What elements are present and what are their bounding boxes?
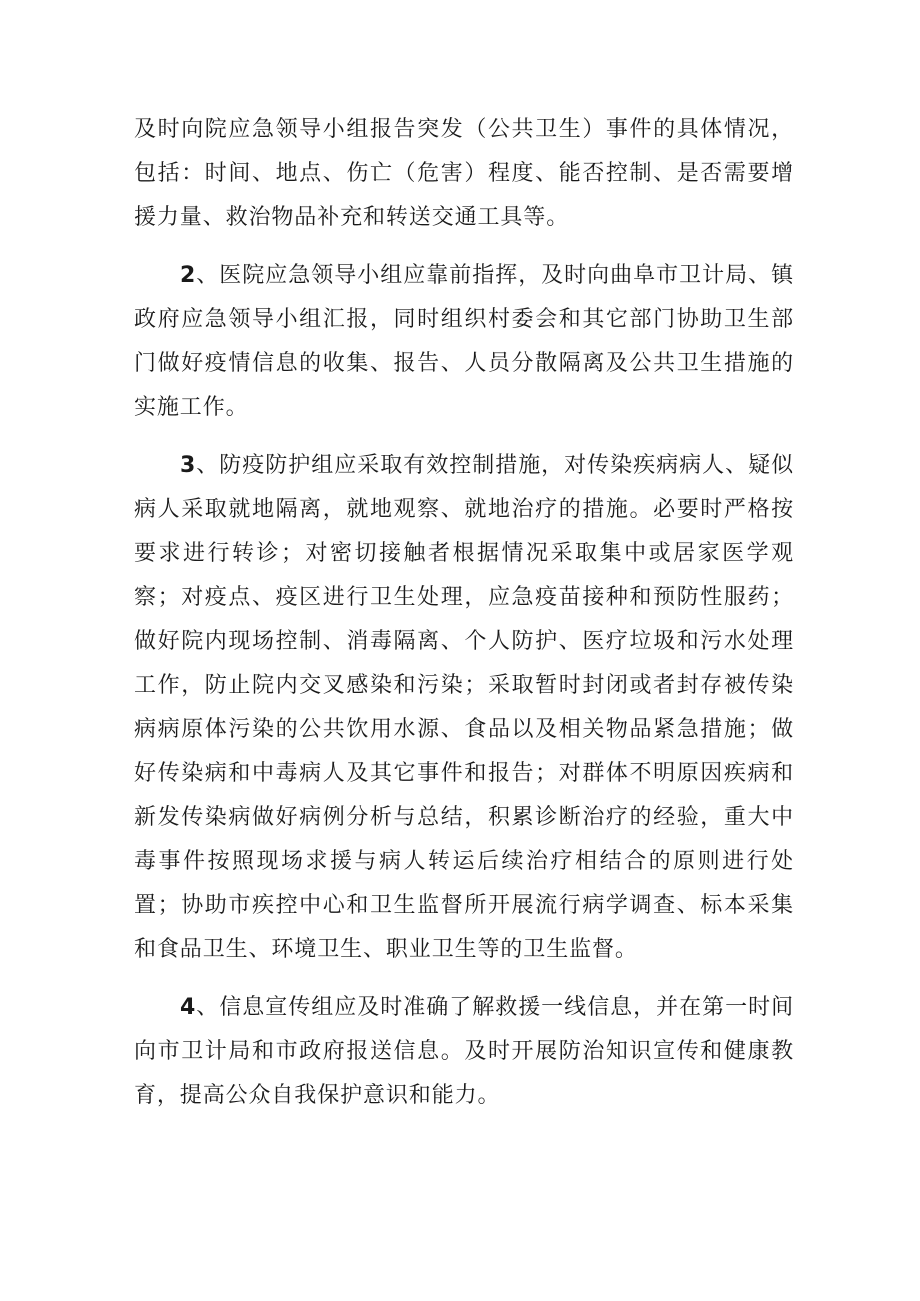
document-body <box>134 108 794 1118</box>
paragraph-number: 3 <box>180 453 197 478</box>
paragraph-number: 2 <box>180 263 197 288</box>
paragraph-text: 、信息宣传组应及时准确了解救援一线信息，并在第一时间向市卫计局和市政府报送信息。及时开展防治知识宣传和健康教育，提高公众自我保护意识和能力。 <box>134 995 794 1108</box>
paragraph-item-4 <box>134 986 794 1118</box>
paragraph-text: 及时向院应急领导小组报告突发（公共卫生）事件的具体情况，包括：时间、地点、伤亡（危害）程度、能否控制、是否需要增援力量、救治物品补充和转送交通工具等。 <box>134 117 794 230</box>
paragraph-text: 、防疫防护组应采取有效控制措施，对传染疾病病人、疑似病人采取就地隔离，就地观察、就地治疗的措施。必要时严格按要求进行转诊；对密切接触者根据情况采取集中或居家医学观察；对疫点、疫区进行卫生处理，应急疫苗接种和预防性服药；做好院内现场控制、消毒隔离、个人防护、医疗垃圾和污水处理工作，防止院内交叉感染和污染；采取暂时封闭或者封存被传染病病原体污染的公共饮用水源、食品以及相关物品紧急措施；做好传染病和中毒病人及其它事件和报告；对群体不明原因疾病和新发传染病做好病例分析与总结，积累诊断治疗的经验，重大中毒事件按照现场求援与病人转运后续治疗相结合的原则进行处置；协助市疾控中心和卫生监督所开展流行病学调查、标本采集和食品卫生、环境卫生、职业卫生等的卫生监督。 <box>134 453 794 962</box>
paragraph-number: 4 <box>180 995 197 1020</box>
paragraph-continuation <box>134 108 794 240</box>
paragraph-item-2 <box>134 254 794 430</box>
paragraph-text: 、医院应急领导小组应靠前指挥，及时向曲阜市卫计局、镇政府应急领导小组汇报，同时组织村委会和其它部门协助卫生部门做好疫情信息的收集、报告、人员分散隔离及公共卫生措施的实施工作。 <box>134 263 794 420</box>
paragraph-item-3 <box>134 444 794 972</box>
